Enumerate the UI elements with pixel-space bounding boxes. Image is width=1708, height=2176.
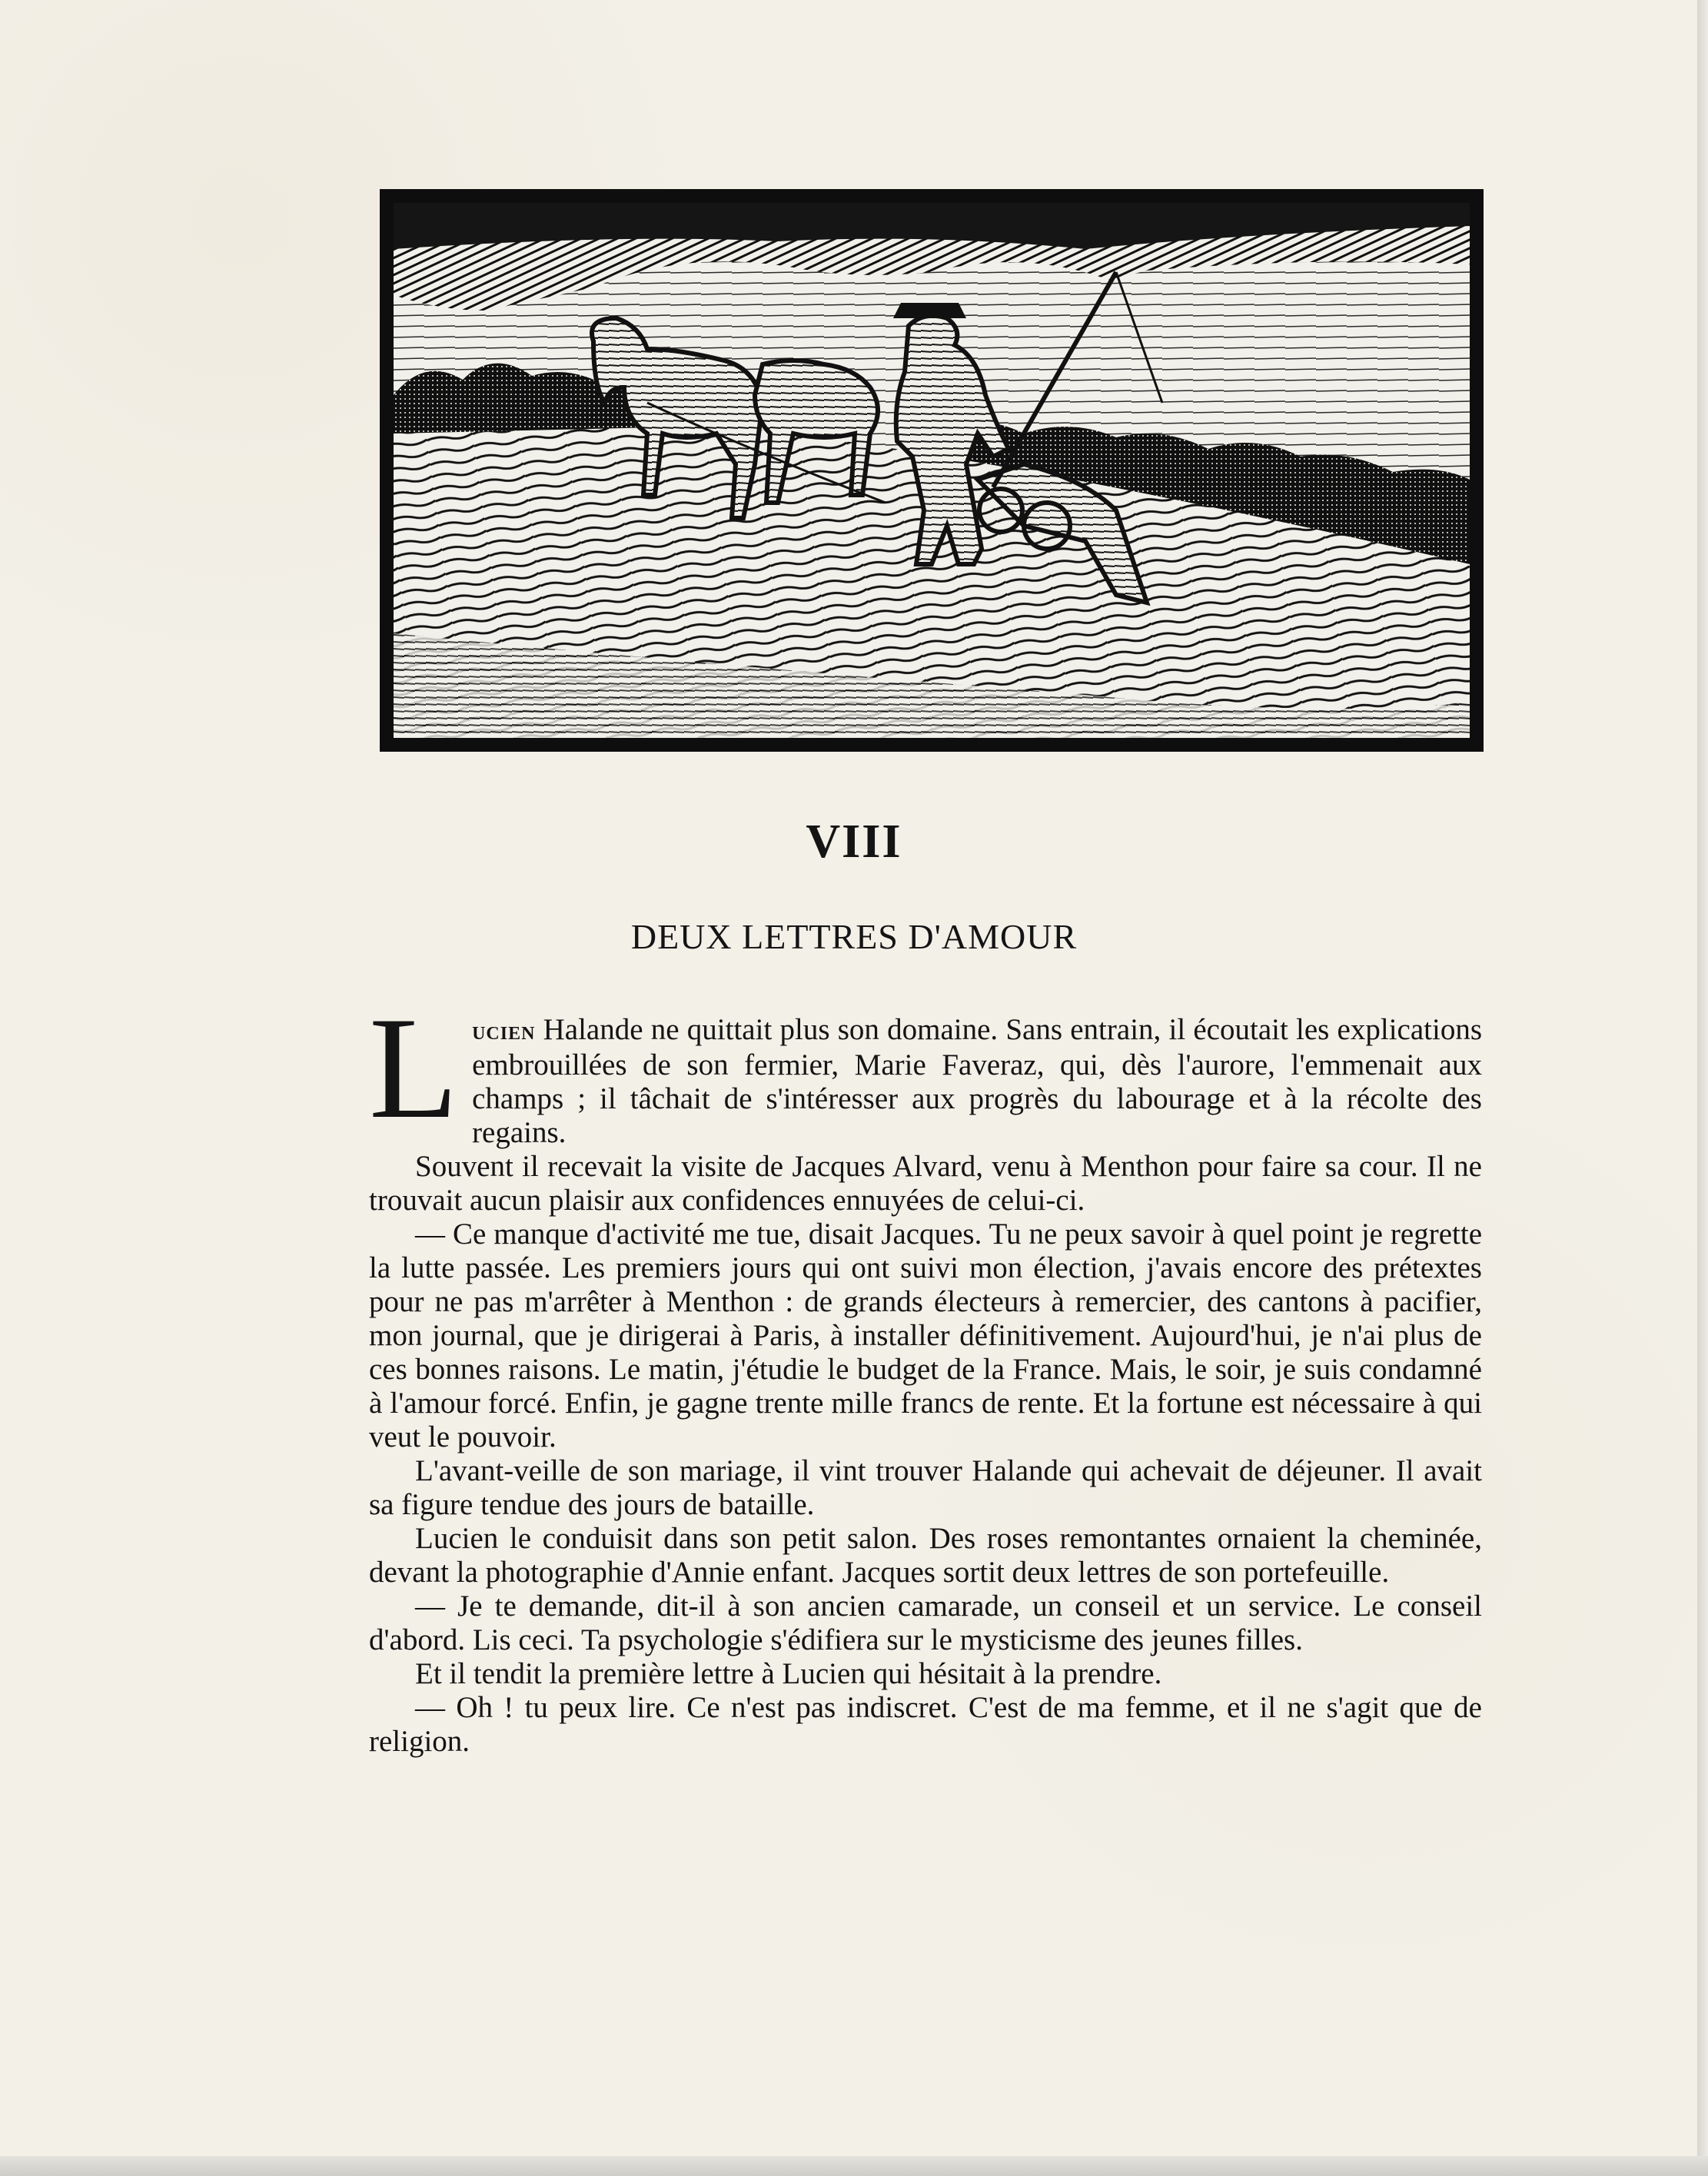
chapter-body-text: [369, 988, 1483, 1759]
paragraph-5: Lucien le conduisit dans son petit salon. Des roses remontantes ornaient la cheminée, devant la photographie d'Annie enfant. Jacques sortit deux lettres de son portefeuille.: [369, 1522, 1482, 1589]
page-edge-bottom: [0, 2156, 1708, 2176]
paragraph-3: — Ce manque d'activité me tue, disait Jacques. Tu ne peux savoir à quel point je regrette la lutte passée. Les premiers jours qui ont suivi mon élection, j'avais encore des prétextes pour ne pas m'arrêter à Menthon : de grands électeurs à remercier, des cantons à pacifier, mon journal, que je dirigerai à Paris, à installer définitivement. Aujourd'hui, je n'ai plus de ces bonnes raisons. Le matin, j'étudie le budget de la France. Mais, le soir, je suis condamné à l'amour forcé. Enfin, je gagne trente mille francs de rente. Et la fortune est nécessaire à qui veut le pouvoir.: [369, 1218, 1482, 1453]
woodcut-illustration-ploughing: [380, 189, 1484, 752]
drop-cap: L: [369, 988, 459, 1149]
paragraph-7: Et il tendit la première lettre à Lucien qui hésitait à la prendre.: [415, 1657, 1162, 1690]
paragraph-2: Souvent il recevait la visite de Jacques Alvard, venu à Menthon pour faire sa cour. Il ne trouvait aucun plaisir aux confidences ennuyées de celui-ci.: [369, 1150, 1482, 1217]
chapter-number: VIII: [806, 816, 902, 868]
first-word-smallcaps: ucien: [472, 1017, 536, 1045]
paragraph-8: — Oh ! tu peux lire. Ce n'est pas indiscret. C'est de ma femme, et il ne s'agit que de religion.: [369, 1691, 1482, 1758]
page-edge-right: [1697, 0, 1708, 2176]
chapter-title: DEUX LETTRES D'AMOUR: [630, 917, 1078, 956]
paragraph-text: Halande ne quittait plus son domaine. Sans entrain, il écoutait les explications embrouillées de son fermier, Marie Faveraz, qui, dès l'aurore, l'emmenait aux champs ; il tâchait de s'intéresser aux progrès du labourage et à la récolte des regains.: [472, 1013, 1483, 1149]
paragraph-6: — Je te demande, dit-il à son ancien camarade, un conseil et un service. Le conseil d'abord. Lis ceci. Ta psychologie s'édifiera sur le mysticisme des jeunes filles.: [369, 1590, 1482, 1656]
paragraph-1: [369, 988, 1483, 1150]
woodcut-image: [394, 203, 1470, 738]
paragraph-4: L'avant-veille de son mariage, il vint trouver Halande qui achevait de déjeuner. Il avait sa figure tendue des jours de bataille.: [369, 1454, 1482, 1521]
